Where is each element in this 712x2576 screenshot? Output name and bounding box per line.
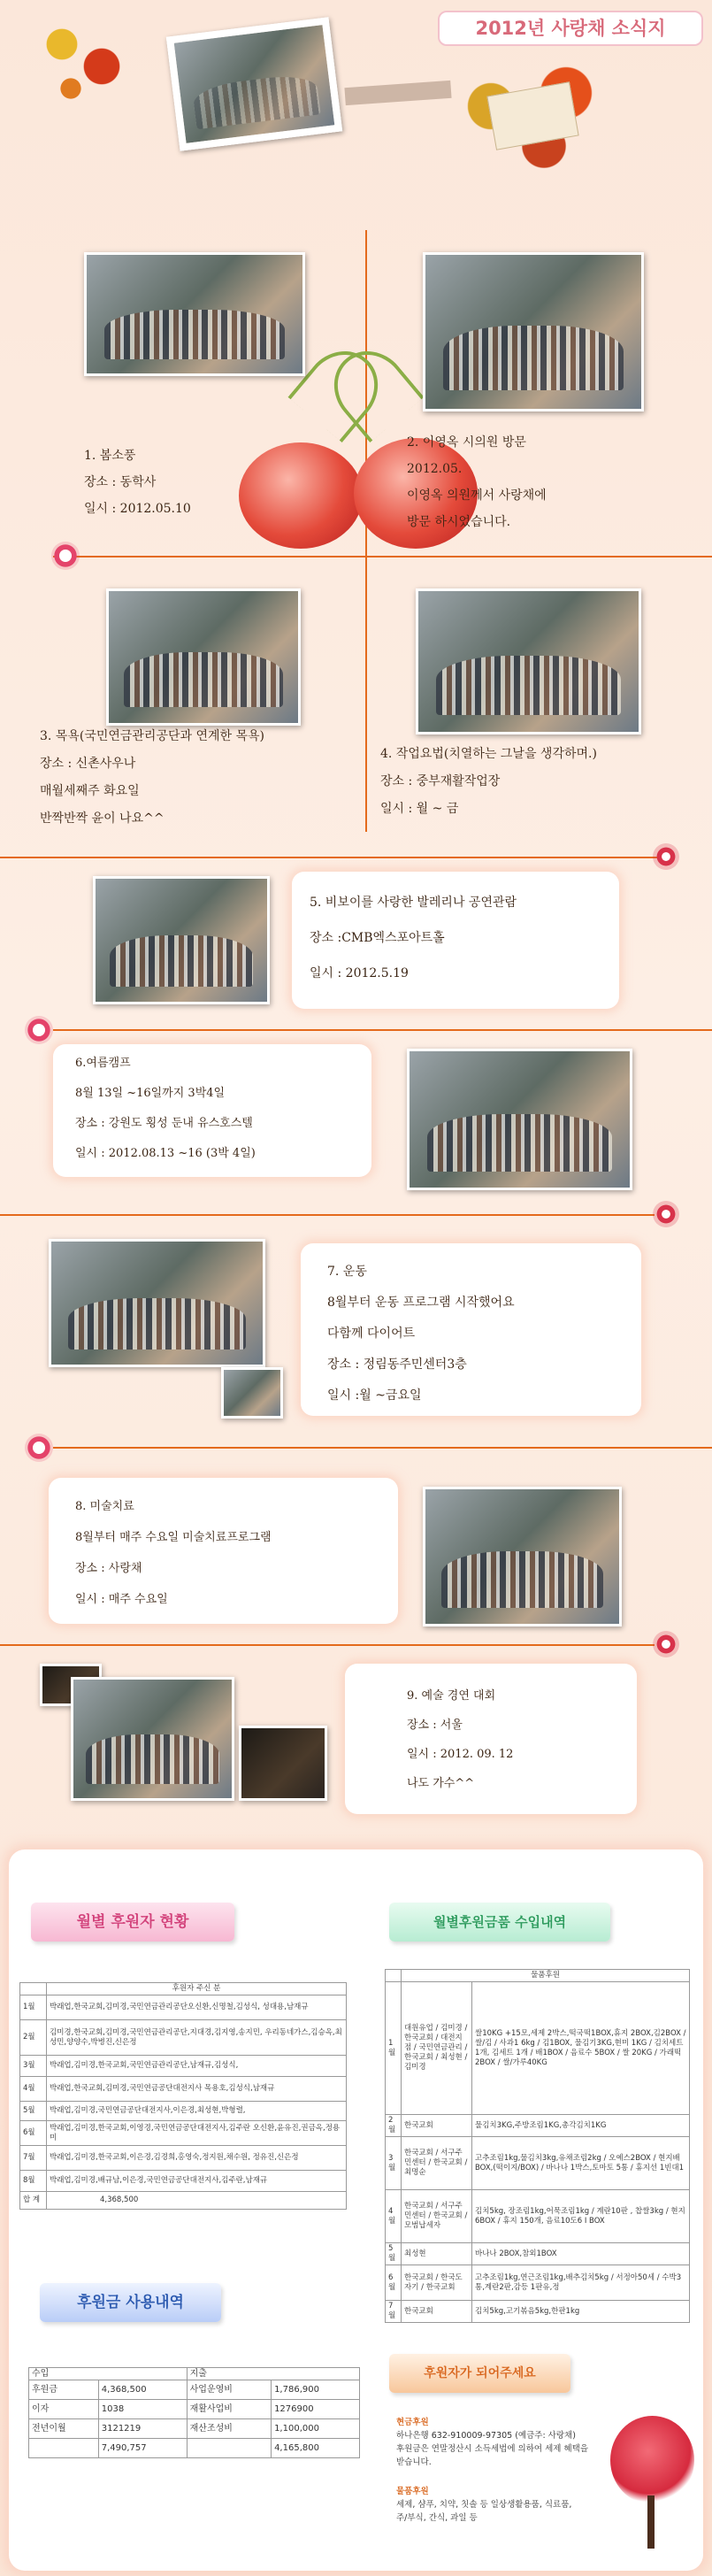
table-row: 1월 박래업,한국교회,김미경,국민연금관리공단오신환,신명철,김성식, 성대용,남재규 <box>20 1995 347 2020</box>
event6-text <box>75 1049 256 1169</box>
event7-line3: 다함께 다이어트 <box>327 1326 416 1341</box>
event1-photo <box>84 252 305 376</box>
goods-note-2: 주/부식, 간식, 과일 등 <box>396 2513 478 2523</box>
table-row: 전년이월 3121219 재산조성비 1,100,000 <box>29 2419 360 2439</box>
header-title-box <box>438 11 703 46</box>
table-row: 5월 최성현 바나나 2BOX,참외1BOX <box>386 2243 690 2265</box>
goods-note-1: 세제, 샴푸, 치약, 칫솔 등 일상생활용품, 식료품, <box>396 2500 572 2510</box>
event8-line2: 8월부터 매주 수요일 미술치료프로그램 <box>75 1531 272 1544</box>
event9-photo-b <box>71 1677 234 1801</box>
table-row: 5월 박래업,김미경,국민연금공단대전지사,이은경,최성현,박형렬, <box>20 2102 347 2121</box>
event2-title: 2. 이영옥 시의원 방문 <box>407 435 526 450</box>
event7-line2: 8월부터 운동 프로그램 시작했어요 <box>327 1296 515 1310</box>
heart-icon: ♥ <box>51 542 80 570</box>
monthly-donor-table <box>19 1982 347 2210</box>
event2-line3: 이영옥 의원께서 사랑채에 <box>407 488 547 503</box>
event1-text <box>84 442 191 522</box>
cash-account: 하나은행 632-910009-97305 (예금주: 사랑채) <box>396 2431 576 2441</box>
donation-info <box>396 2416 600 2525</box>
event9-title: 9. 예술 경연 대회 <box>407 1689 496 1703</box>
event5-place: 장소 :CMB엑스포아트홀 <box>310 931 445 945</box>
event7-date: 일시 :월 ~금요일 <box>327 1388 422 1403</box>
flower-icon <box>653 1631 679 1657</box>
flower-icon <box>653 1201 679 1227</box>
table-row: 8월 박래업,김미경,배규남,이은경,국민연금공단대전지사,김주란,남재규 <box>20 2171 347 2192</box>
divider-5 <box>53 1447 712 1449</box>
event3-title: 3. 목욕(국민연금관리공단과 연계한 목욕) <box>40 729 265 743</box>
event2-date: 2012.05. <box>407 462 463 476</box>
event6-title: 6.여름캠프 <box>75 1057 131 1070</box>
event4-date: 일시 : 월 ~ 금 <box>380 802 459 816</box>
event1-title: 1. 봄소풍 <box>84 449 136 463</box>
table-total-row: 합 계 4,368,500 <box>20 2192 347 2210</box>
event5-date: 일시 : 2012.5.19 <box>310 966 409 980</box>
event5-text <box>310 885 517 991</box>
income-table <box>385 1969 690 2323</box>
usage-title: 후원금 사용내역 <box>40 2283 221 2322</box>
income-table-header: 물품후원 <box>402 1970 690 1982</box>
event4-title: 4. 작업요법(치열하는 그날을 생각하며.) <box>380 747 597 761</box>
usage-table <box>28 2367 360 2458</box>
become-donor-title: 후원자가 되어주세요 <box>389 2354 570 2393</box>
autumn-leaves-right <box>451 49 610 181</box>
table-total-row: 7,490,757 4,165,800 <box>29 2439 360 2458</box>
event3-note: 반짝반짝 윤이 나요^^ <box>40 811 165 826</box>
table-row: 1월 대원유업 / 김미경 / 한국교회 / 대전지점 / 국민연금관리 / 한국교회 / 최성현 / 김미경 쌀10KG +15모,세제 2박스,떡국떡1BOX,휴지 2BOX,김2BOX / 쌀/김 / 사과1 6kg / 김1BOX, 물김기3KG,현미 1KG / 김치세트 1개, 김세트 1개 / 배1BOX / 음료수 5BOX / 쌀 20KG / 가래떡 2BOX / 쌀/가루40KG <box>386 1982 690 2115</box>
event8-date: 일시 : 매주 수요일 <box>75 1593 168 1606</box>
goods-donation-title: 물품후원 <box>396 2487 429 2496</box>
usage-expense-header: 지출 <box>187 2368 359 2380</box>
event5-photo <box>93 876 270 1004</box>
event5-title: 5. 비보이를 사랑한 발레리나 공연관람 <box>310 896 517 910</box>
newsletter-title: 2012년 사랑채 소식지 <box>475 18 666 39</box>
table-row: 4월 한국교회 / 서구주민센터 / 한국교회 / 모범납세자 김치5kg, 장조림1kg,어묵조림1kg / 계란10판 , 찹쌀3kg / 현지6BOX / 휴지 150개, 음료10도6 I BOX <box>386 2190 690 2243</box>
event4-photo <box>416 588 641 734</box>
usage-income-header: 수입 <box>29 2368 188 2380</box>
event7-place: 장소 : 정림동주민센터3층 <box>327 1357 467 1372</box>
event2-text <box>407 429 547 535</box>
autumn-leaves-left <box>35 9 159 115</box>
event6-date: 일시 : 2012.08.13 ~16 (3박 4일) <box>75 1147 256 1160</box>
event3-photo <box>106 588 301 726</box>
event4-text <box>380 741 597 823</box>
table-row: 7월 한국교회 김치5kg,고기볶음5kg,한판1kg <box>386 2301 690 2323</box>
event3-date: 매월세째주 화요일 <box>40 784 140 798</box>
table-row: 이자 1038 재활사업비 1276900 <box>29 2400 360 2419</box>
cash-note-2: 받습니다. <box>396 2457 432 2467</box>
event4-place: 장소 : 중부재활작업장 <box>380 774 501 788</box>
event3-text <box>40 723 264 833</box>
event7-title: 7. 운동 <box>327 1265 367 1279</box>
divider-2 <box>0 857 659 858</box>
flower-icon <box>653 843 679 870</box>
table-row: 3월 박래업,김미경,한국교회,국민연금관리공단,남재규,김성식, <box>20 2056 347 2077</box>
event8-place: 장소 : 사랑채 <box>75 1562 142 1575</box>
event9-note: 나도 가수^^ <box>407 1777 475 1790</box>
table-row: 후원금 4,368,500 사업운영비 1,786,900 <box>29 2380 360 2400</box>
header-photo <box>166 17 342 151</box>
heart-icon: ♥ <box>25 1016 53 1044</box>
event9-text <box>407 1681 513 1798</box>
table-row: 2월 김미경,한국교회,김미경,국민연금관리공단,지대경,김지영,송지민, 우리동네가스,김승옥,최성민,양양수,박병진,신은정 <box>20 2020 347 2056</box>
table-row: 7월 박래업,김미경,한국교회,이은경,김경희,홍영숙,정지원,채수원, 정유진,신은정 <box>20 2146 347 2171</box>
cash-donation-title: 현금후원 <box>396 2418 429 2427</box>
monthly-donor-title: 월별 후원자 현황 <box>31 1903 234 1942</box>
header-shadow-band <box>344 81 451 105</box>
event6-period: 8월 13일 ~16일까지 3박4일 <box>75 1087 226 1100</box>
divider-3 <box>53 1029 712 1031</box>
event8-photo <box>423 1487 622 1626</box>
event8-text <box>75 1491 272 1615</box>
income-title: 월별후원금품 수입내역 <box>389 1903 610 1942</box>
event3-place: 장소 : 신촌사우나 <box>40 757 136 771</box>
event8-title: 8. 미술치료 <box>75 1500 134 1513</box>
event9-date: 일시 : 2012. 09. 12 <box>407 1748 514 1761</box>
event1-date: 일시 : 2012.05.10 <box>84 502 191 516</box>
event7-text <box>327 1257 515 1411</box>
event7-photo-b <box>221 1367 283 1419</box>
table-row: 4월 박래업,한국교회,김미경,국민연금공단대전지사 목용호,김성식,남재규 <box>20 2077 347 2102</box>
cash-note-1: 후원금은 연말정산시 소득세법에 의하여 세제 혜택을 <box>396 2444 588 2454</box>
heart-icon: ♥ <box>25 1434 53 1462</box>
divider-4 <box>0 1214 655 1216</box>
event9-photo-c <box>239 1726 327 1801</box>
heart-tree-graphic <box>601 2416 699 2557</box>
table-row: 3월 한국교회 / 서구주민센터 / 한국교회 / 최명순 고추조림1kg,물김치3kg,유채조림2kg / 오예스2BOX / 현지배BOX,(떡이지/BOX) / 바나나 1박스,토마토 5통 / 휴지선 1빈대1 <box>386 2137 690 2190</box>
divider-6 <box>0 1644 655 1646</box>
table-row: 6월 박래업,김미경,한국교회,이영경,국민연금공단대전지사,김주란 오신환,윤유진,권금옥,정용미 <box>20 2121 347 2146</box>
monthly-table-header: 후원자 주신 분 <box>47 1983 347 1995</box>
event7-photo-a <box>49 1239 265 1367</box>
event6-place: 장소 : 강원도 횡성 둔내 유스호스텔 <box>75 1117 253 1130</box>
event9-place: 장소 : 서울 <box>407 1719 463 1732</box>
event2-photo <box>423 252 644 411</box>
table-row: 6월 한국교회 / 한국도자기 / 한국교회 고추조림1kg,연근조림1kg,배추김치5kg / 서정아50세 / 수박3통,계란2판,감등 1판유,정 <box>386 2265 690 2301</box>
event2-line4: 방문 하시었습니다. <box>407 515 511 529</box>
event1-place: 장소 : 동학사 <box>84 475 157 489</box>
event6-photo <box>407 1049 632 1190</box>
table-row: 2월 한국교회 물김치3KG,주방조림1KG,총각김치1KG <box>386 2115 690 2137</box>
